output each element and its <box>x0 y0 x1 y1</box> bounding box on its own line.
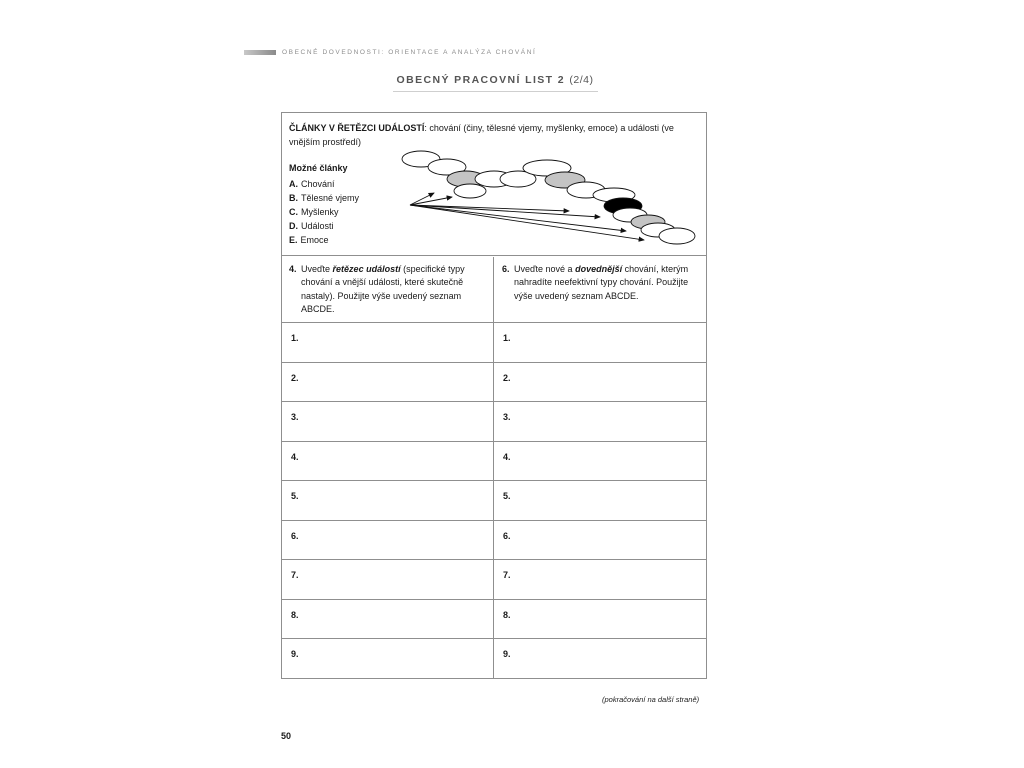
link-item-c: C. Myšlenky <box>289 207 339 217</box>
sheet-title-block <box>390 74 600 92</box>
page-number: 50 <box>281 731 292 741</box>
link-item-a: A. Chování <box>289 179 335 189</box>
answer-number-left: 1. <box>291 333 299 343</box>
answer-number-left: 5. <box>291 491 299 501</box>
answer-number-left: 2. <box>291 373 299 383</box>
chain-intro-text: : chování (činy, tělesné vjemy, myšlenky, emoce) a události (ve vnějším prostředí) <box>289 123 674 147</box>
answer-row[interactable] <box>282 639 706 678</box>
answer-row[interactable] <box>282 402 706 442</box>
answer-number-left: 9. <box>291 649 299 659</box>
chain-ellipse <box>659 228 695 244</box>
answer-row[interactable] <box>282 600 706 639</box>
col-head-chain: 4. Uveďte řetězec událostí (specifické typy chování a vnější události, které skutečně nastaly). Použijte výše uvedený seznam ABCDE. <box>289 264 465 315</box>
answer-number-left: 8. <box>291 610 299 620</box>
chain-links-box <box>282 113 706 256</box>
title-rule <box>393 91 598 92</box>
answer-number-left: 4. <box>291 452 299 462</box>
chain-ellipse <box>454 184 486 198</box>
link-item-b: B. Tělesné vjemy <box>289 193 360 203</box>
sheet-title-main: OBECNÝ PRACOVNÍ LIST 2 <box>396 74 566 86</box>
answer-row[interactable] <box>282 521 706 560</box>
running-header <box>244 47 536 57</box>
running-header-text: OBECNÉ DOVEDNOSTI: ORIENTACE A ANALÝZA CHOVÁNÍ <box>282 48 537 56</box>
answer-row[interactable] <box>282 323 706 363</box>
answer-number-left: 3. <box>291 412 299 422</box>
answer-number-right: 6. <box>503 531 511 541</box>
chain-arrow <box>410 205 600 217</box>
continued-note: (pokračování na další straně) <box>602 695 700 704</box>
chain-arrow <box>410 193 434 205</box>
answer-number-right: 2. <box>503 373 511 383</box>
answer-number-right: 4. <box>503 452 511 462</box>
answer-number-left: 7. <box>291 570 299 580</box>
sheet-title-part: (2/4) <box>569 74 594 86</box>
answer-number-right: 9. <box>503 649 511 659</box>
answer-number-right: 5. <box>503 491 511 501</box>
answer-row[interactable] <box>282 481 706 521</box>
answer-row[interactable] <box>282 560 706 600</box>
chain-diagram <box>282 113 706 256</box>
worksheet-table <box>281 112 707 679</box>
answer-number-left: 6. <box>291 531 299 541</box>
header-gradient-bar <box>244 50 276 55</box>
answer-number-right: 8. <box>503 610 511 620</box>
links-heading: Možné články <box>289 163 348 173</box>
answer-number-right: 7. <box>503 570 511 580</box>
chain-intro-heading: ČLÁNKY V ŘETĚZCI UDÁLOSTÍ <box>289 123 425 133</box>
column-header-row <box>282 257 706 323</box>
answer-row[interactable] <box>282 442 706 481</box>
answer-number-right: 3. <box>503 412 511 422</box>
link-item-e: E. Emoce <box>289 235 329 245</box>
chain-arrow <box>410 197 452 205</box>
sheet-title <box>390 74 600 86</box>
col-head-new-behavior: 6. Uveďte nové a dovednější chování, kterým nahradíte neefektivní typy chování. Použijte výše uvedený seznam ABCDE. <box>502 264 689 301</box>
answer-number-right: 1. <box>503 333 511 343</box>
answer-row[interactable] <box>282 363 706 402</box>
link-item-d: D. Události <box>289 221 334 231</box>
